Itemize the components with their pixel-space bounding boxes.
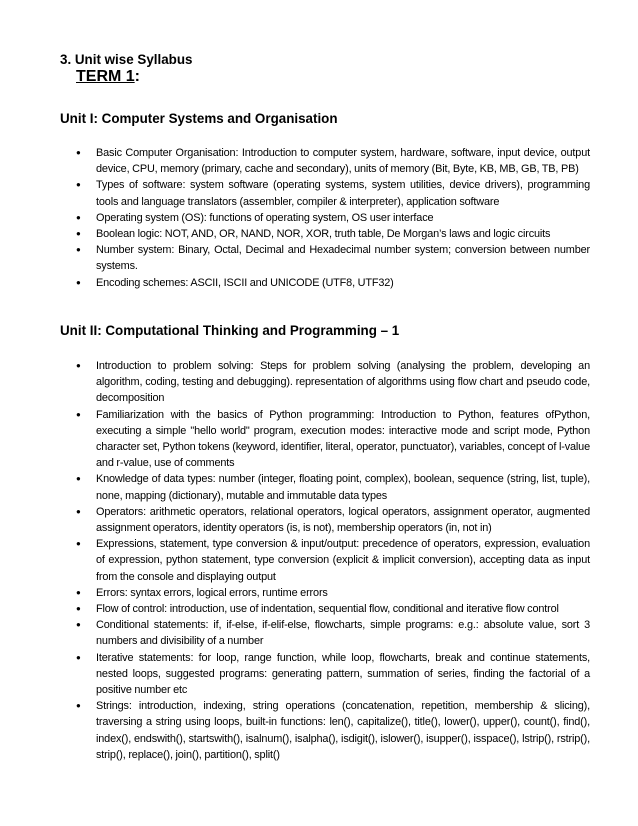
section-heading: 3. Unit wise Syllabus (60, 52, 193, 67)
list-item: ● Introduction to problem solving: Steps for problem solving (analysing the problem, developing an algorithm, coding, testing and debugging). representation of algorithms using flow chart and pseudo code, decomposition (96, 358, 590, 407)
term-heading (76, 68, 140, 86)
list-item: ● Flow of control: introduction, use of indentation, sequential flow, conditional and iterative flow control (96, 601, 590, 617)
term-label: TERM 1 (76, 68, 135, 85)
list-item: ● Conditional statements: if, if-else, if-elif-else, flowcharts, simple programs: e.g.: absolute value, sort 3 numbers and divisibility of a number (96, 617, 590, 649)
list-item: ● Operating system (OS): functions of operating system, OS user interface (96, 210, 590, 226)
list-item: ● Operators: arithmetic operators, relational operators, logical operators, assignment operator, augmented assignment operators, identity operators (is, is not), membership operators (in, not in) (96, 504, 590, 536)
term-suffix: : (134, 68, 140, 85)
list-item: ● Strings: introduction, indexing, string operations (concatenation, repetition, membership & slicing), traversing a string using loops, built-in functions: len(), capitalize(), title(), lower(), upper(), count(), find(), index(), endswith(), startswith(), isalnum(), isalpha(), isdigit(), islower(), isupper(), isspace(), lstrip(), rstrip(), strip(), replace(), join(), partition(), split() (96, 698, 590, 763)
list-item: ● Errors: syntax errors, logical errors, runtime errors (96, 585, 590, 601)
list-item: ● Number system: Binary, Octal, Decimal and Hexadecimal number system; conversion between number systems. (96, 242, 590, 274)
unit-1-topic-list (0, 145, 638, 291)
list-item: ● Types of software: system software (operating systems, system utilities, device drivers), programming tools and language translators (assembler, compiler & interpreter), application software (96, 177, 590, 209)
list-item: ● Encoding schemes: ASCII, ISCII and UNICODE (UTF8, UTF32) (96, 275, 590, 291)
list-item: ● Basic Computer Organisation: Introduction to computer system, hardware, software, input device, output device, CPU, memory (primary, cache and secondary), units of memory (Bit, Byte, KB, MB, GB, TB, PB) (96, 145, 590, 177)
list-item: ● Familiarization with the basics of Python programming: Introduction to Python, features ofPython, executing a simple "hello world" program, execution modes: interactive mode and script mode, Python character set, Python tokens (keyword, identifier, literal, operator, punctuator), variables, concept of l-value and r-value, use of comments (96, 407, 590, 472)
list-item: ● Iterative statements: for loop, range function, while loop, flowcharts, break and continue statements, nested loops, suggested programs: generating pattern, summation of series, finding the factorial of a positive number etc (96, 650, 590, 699)
list-item: ● Boolean logic: NOT, AND, OR, NAND, NOR, XOR, truth table, De Morgan’s laws and logic circuits (96, 226, 590, 242)
unit-2-heading: Unit II: Computational Thinking and Programming – 1 (60, 323, 400, 338)
list-item: ● Expressions, statement, type conversion & input/output: precedence of operators, expression, evaluation of expression, python statement, type conversion (explicit & implicit conversion), accepting data as input from the console and displaying output (96, 536, 590, 585)
list-item: ● Knowledge of data types: number (integer, floating point, complex), boolean, sequence (string, list, tuple), none, mapping (dictionary), mutable and immutable data types (96, 471, 590, 503)
unit-1-heading: Unit I: Computer Systems and Organisation (60, 111, 338, 126)
unit-2-topic-list (0, 358, 638, 763)
